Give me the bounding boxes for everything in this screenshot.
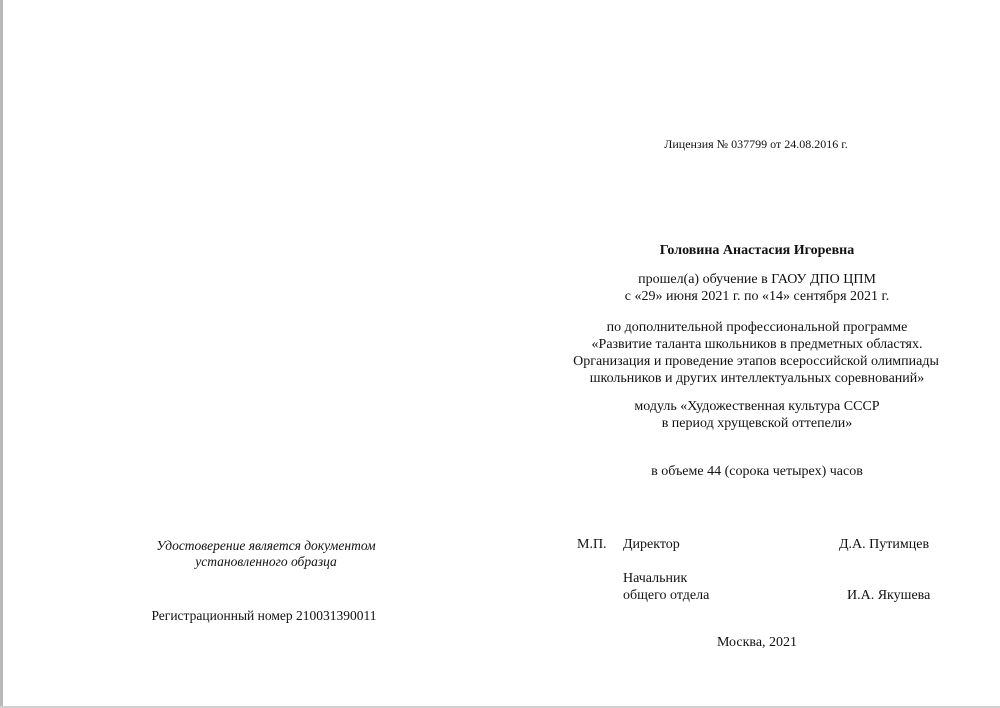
module-line-1: модуль «Художественная культура СССР: [634, 399, 880, 414]
training-line-1: прошел(а) обучение в ГАОУ ДПО ЦПМ: [638, 272, 876, 287]
director-name: Д.А. Путимцев: [839, 537, 930, 552]
license-line: Лицензия № 037799 от 24.08.2016 г.: [664, 137, 848, 151]
registration-number: Регистрационный номер 210031390011: [151, 608, 377, 623]
module-line-2: в период хрущевской оттепели»: [661, 416, 853, 431]
training-line-2: с «29» июня 2021 г. по «14» сентября 2021 г.: [624, 289, 890, 304]
program-line-2: «Развитие таланта школьников в предметных областях.: [591, 337, 923, 352]
program-line-4: школьников и других интеллектуальных соревнований»: [589, 371, 925, 386]
director-title: Директор: [623, 537, 680, 552]
program-line-3: Организация и проведение этапов всероссийской олимпиады: [573, 354, 939, 369]
volume-line: в объеме 44 (сорока четырех) часов: [651, 464, 863, 479]
stamp-place: М.П.: [577, 537, 607, 552]
page-left-edge: [0, 0, 3, 708]
place-and-year: Москва, 2021: [716, 635, 798, 650]
head-title-line-1: Начальник: [623, 571, 688, 586]
certificate-note-line-1: Удостоверение является документом: [156, 538, 376, 553]
program-line-1: по дополнительной профессиональной программе: [606, 320, 908, 335]
head-name: И.А. Якушева: [847, 588, 931, 603]
recipient-name: Головина Анастасия Игоревна: [659, 243, 855, 258]
head-title-line-2: общего отдела: [623, 588, 710, 603]
certificate-note-line-2: установленного образца: [195, 554, 337, 569]
